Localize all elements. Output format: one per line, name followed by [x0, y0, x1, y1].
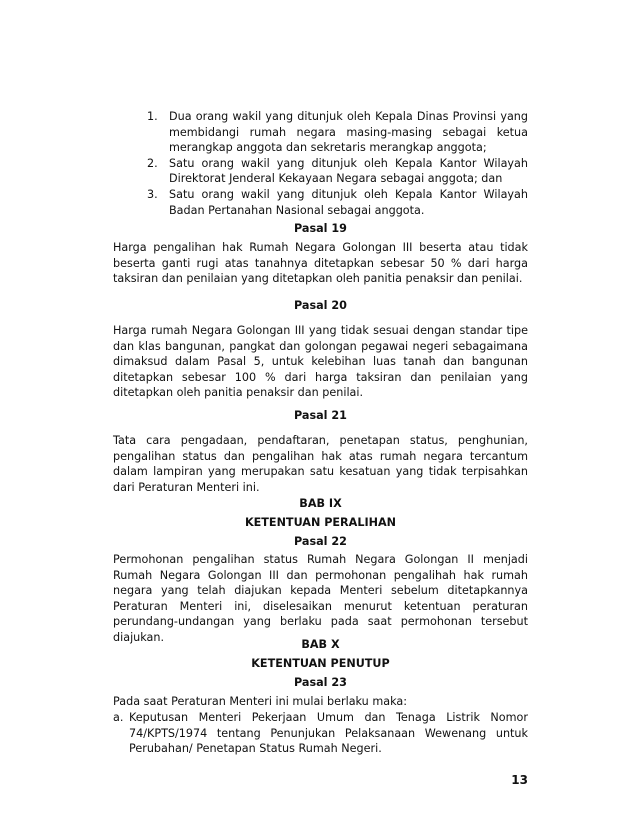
pasal-23-heading: Pasal 23 [294, 676, 347, 689]
page-number: 13 [511, 773, 528, 787]
pasal-22-heading: Pasal 22 [294, 535, 347, 548]
list-marker: 1. [147, 110, 158, 123]
list-item-text: Keputusan Menteri Pekerjaan Umum dan Tenaga Listrik Nomor 74/KPTS/1974 tentang Penunjukan Pelaksanaan Wewenang untuk Perubahan/ Penetapan Status Rumah Negeri. [129, 711, 528, 756]
list-marker: 2. [147, 156, 158, 170]
numbered-list [147, 109, 528, 218]
pasal-19-heading: Pasal 19 [294, 222, 347, 235]
list-item [147, 187, 528, 218]
list-marker: 3. [147, 187, 158, 201]
list-item-text: Satu orang wakil yang ditunjuk oleh Kepala Kantor Wilayah Badan Pertanahan Nasional sebagai anggota. [169, 187, 528, 217]
pasal-20-text: Harga rumah Negara Golongan III yang tidak sesuai dengan standar tipe dan klas bangunan, pangkat dan golongan pegawai negeri sebagaimana dimaksud dalam Pasal 5, untuk kelebihan luas tanah dan bangunan ditetapkan sebesar 100 % dari harga taksiran dan penilaian yang ditetapkan oleh panitia penaksir dan penilai. [113, 324, 528, 400]
list-item [147, 109, 528, 156]
pasal-21-heading: Pasal 21 [294, 409, 347, 422]
pasal-20-heading: Pasal 20 [294, 299, 347, 312]
bab-10-title: KETENTUAN PENUTUP [251, 657, 390, 670]
list-item [147, 156, 528, 187]
list-item-text: Dua orang wakil yang ditunjuk oleh Kepala Dinas Provinsi yang membidangi rumah negara masing-masing sebagai ketua merangkap anggota dan sekretaris merangkap anggota; [169, 110, 528, 155]
bab-9-heading: BAB IX [299, 497, 342, 510]
pasal-19-text: Harga pengalihan hak Rumah Negara Golongan III beserta atau tidak beserta ganti rugi atas tanahnya ditetapkan sebesar 50 % dari harga taksiran dan penilaian yang ditetapkan oleh panitia penaksir dan penilai. [113, 241, 528, 286]
pasal-21-text: Tata cara pengadaan, pendaftaran, penetapan status, penghunian, pengalihan status dan pengalihan hak atas rumah negara tercantum dalam lampiran yang merupakan satu kesatuan yang tidak terpisahkan dari Peraturan Menteri ini. [113, 434, 528, 494]
pasal-22-text: Permohonan pengalihan status Rumah Negara Golongan II menjadi Rumah Negara Golongan III dan permohonan pengalihah hak rumah negara yang telah diajukan kepada Menteri sebelum ditetapkannya Peraturan Menteri ini, diselesaikan menurut ketentuan peraturan perundang-undangan yang berlaku pada saat permohonan tersebut diajukan. [113, 553, 528, 644]
bab-9-title: KETENTUAN PERALIHAN [244, 516, 397, 529]
bab-10-heading: BAB X [301, 638, 340, 651]
list-item-text: Satu orang wakil yang ditunjuk oleh Kepala Kantor Wilayah Direktorat Jenderal Kekayaan Negara sebagai anggota; dan [169, 156, 528, 186]
pasal-23-intro: Pada saat Peraturan Menteri ini mulai berlaku maka: [113, 695, 407, 708]
list-item-a [113, 710, 528, 757]
list-marker: a. [113, 711, 124, 724]
